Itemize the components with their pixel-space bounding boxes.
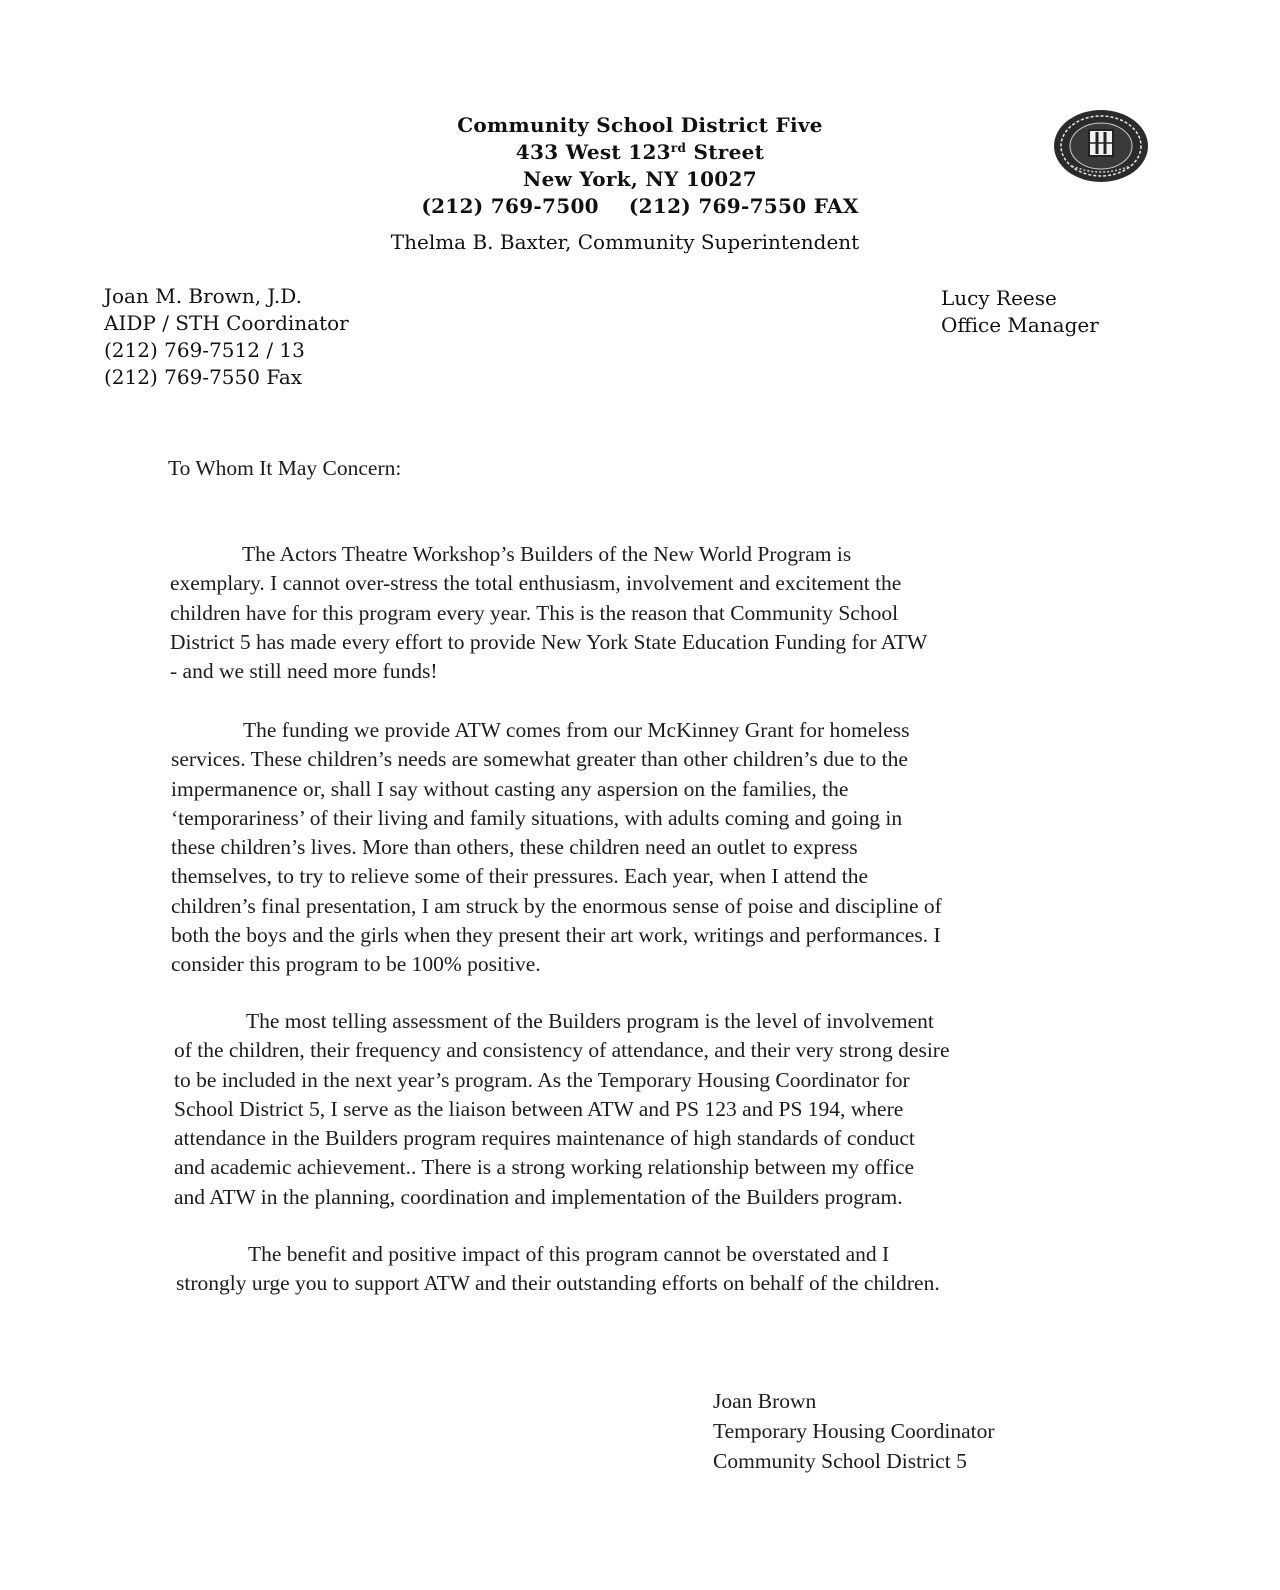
body-paragraph-1 [170, 540, 927, 686]
paragraph-line: The most telling assessment of the Builders program is the level of involvement [246, 1009, 934, 1033]
paragraph-line: and academic achievement.. There is a strong working relationship between my office [174, 1155, 915, 1180]
paragraph-line: these children’s lives. More than others, these children need an outlet to express [171, 835, 858, 860]
sender-name: Joan M. Brown, J.D. [104, 284, 302, 308]
letterhead-street-name: Street [686, 140, 765, 164]
salutation: To Whom It May Concern: [168, 456, 402, 480]
sender-title: AIDP / STH Coordinator [104, 311, 349, 335]
paragraph-line: - and we still need more funds! [170, 659, 438, 684]
office-manager-title: Office Manager [941, 313, 1099, 337]
letterhead-street-suffix: rd [670, 141, 687, 155]
district-seal-icon [1052, 108, 1150, 184]
letterhead-org: Community School District Five [457, 113, 823, 137]
paragraph-line: services. These children’s needs are somewhat greater than other children’s due to the [171, 747, 908, 772]
paragraph-line: The funding we provide ATW comes from our McKinney Grant for homeless [243, 718, 910, 742]
paragraph-line: District 5 has made every effort to provide New York State Education Funding for ATW [170, 629, 928, 654]
office-manager-name: Lucy Reese [941, 286, 1057, 310]
paragraph-line: ‘temporariness’ of their living and family situations, with adults coming and going in [171, 805, 903, 830]
superintendent-line: Thelma B. Baxter, Community Superintendent [390, 230, 860, 254]
sender-fax: (212) 769-7550 Fax [104, 365, 303, 389]
paragraph-line: to be included in the next year’s program. As the Temporary Housing Coordinator for [174, 1067, 910, 1092]
paragraph-line: children have for this program every year. This is the reason that Community School [170, 600, 899, 625]
signature-organization: Community School District 5 [713, 1449, 967, 1473]
body-paragraph-4 [176, 1240, 940, 1299]
signature-title: Temporary Housing Coordinator [713, 1419, 995, 1443]
paragraph-line: children’s final presentation, I am struck by the enormous sense of poise and discipline of [171, 893, 942, 918]
letterhead-city: New York, NY 10027 [523, 167, 757, 191]
paragraph-line: School District 5, I serve as the liaison between ATW and PS 123 and PS 194, where [174, 1096, 904, 1121]
paragraph-line: attendance in the Builders program requires maintenance of high standards of conduct [174, 1126, 915, 1151]
paragraph-line: exemplary. I cannot over-stress the total enthusiasm, involvement and excitement the [170, 571, 902, 596]
letterhead-phones [0, 193, 1280, 220]
sender-phone: (212) 769-7512 / 13 [104, 338, 305, 362]
paragraph-line: The Actors Theatre Workshop’s Builders of the New World Program is [242, 542, 852, 566]
body-paragraph-3 [174, 1007, 950, 1212]
paragraph-line: themselves, to try to relieve some of their pressures. Each year, when I attend the [171, 864, 869, 889]
office-manager-block [941, 285, 1099, 339]
paragraph-line: consider this program to be 100% positive. [171, 952, 541, 977]
sender-contact-block [104, 283, 349, 391]
body-paragraph-2 [171, 716, 942, 980]
paragraph-line: of the children, their frequency and consistency of attendance, and their very strong desire [174, 1038, 950, 1063]
paragraph-line: strongly urge you to support ATW and their outstanding efforts on behalf of the children. [176, 1271, 940, 1296]
letterhead-fax: (212) 769-7550 FAX [628, 194, 859, 218]
paragraph-line: and ATW in the planning, coordination and implementation of the Builders program. [174, 1184, 903, 1209]
signature-name: Joan Brown [713, 1389, 817, 1413]
letterhead-phone: (212) 769-7500 [421, 194, 599, 218]
paragraph-line: impermanence or, shall I say without casting any aspersion on the families, the [171, 776, 849, 801]
letterhead-street-number: 433 West 123 [515, 140, 671, 164]
paragraph-line: The benefit and positive impact of this program cannot be overstated and I [248, 1242, 890, 1266]
paragraph-line: both the boys and the girls when they present their art work, writings and performances. I [171, 923, 941, 948]
signature-block [713, 1386, 995, 1476]
